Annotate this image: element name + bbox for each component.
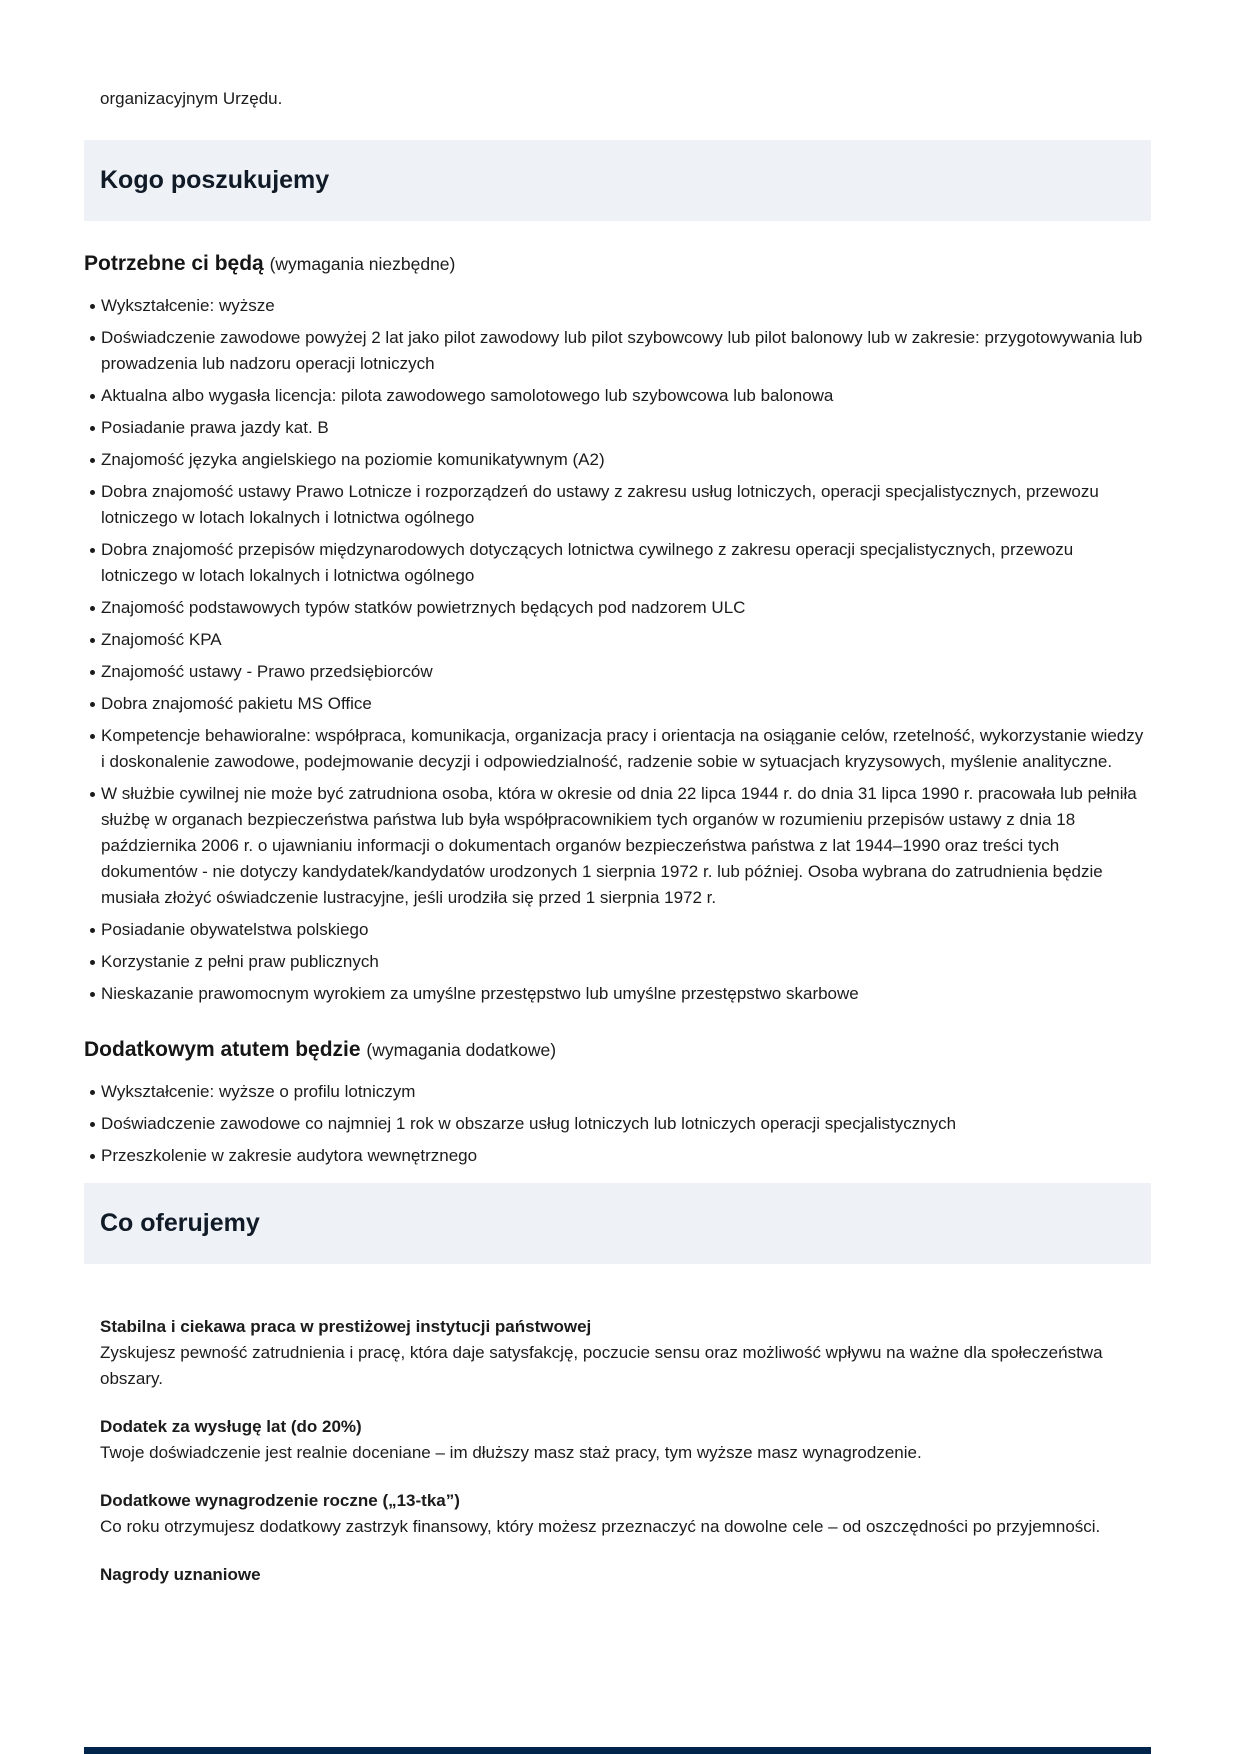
- offer-item: [100, 1562, 1151, 1588]
- list-item: Dobra znajomość pakietu MS Office: [84, 691, 1151, 717]
- offer-item: [100, 1488, 1151, 1540]
- required-requirements-heading: [84, 251, 1151, 277]
- offer-title: Nagrody uznaniowe: [100, 1565, 261, 1584]
- required-requirements-title: Potrzebne ci będą: [84, 252, 264, 275]
- offers-list: [84, 1314, 1151, 1588]
- list-item: Znajomość ustawy - Prawo przedsiębiorców: [84, 659, 1151, 685]
- list-item: Przeszkolenie w zakresie audytora wewnętrznego: [84, 1143, 1151, 1169]
- list-item: Dobra znajomość przepisów międzynarodowych dotyczących lotnictwa cywilnego z zakresu operacji specjalistycznych, przewozu lotniczego w lotach lokalnych i lotnictwa ogólnego: [84, 537, 1151, 589]
- list-item: Dobra znajomość ustawy Prawo Lotnicze i rozporządzeń do ustawy z zakresu usług lotniczych, operacji specjalistycznych, przewozu lotniczego w lotach lokalnych i lotnictwa ogólnego: [84, 479, 1151, 531]
- offer-title: Dodatek za wysługę lat (do 20%): [100, 1417, 362, 1436]
- additional-requirements-heading: [84, 1037, 1151, 1063]
- list-item: W służbie cywilnej nie może być zatrudniona osoba, która w okresie od dnia 22 lipca 1944 r. do dnia 31 lipca 1990 r. pracowała lub pełniła służbę w organach bezpieczeństwa państwa lub była współpracownikiem tych organów w rozumieniu przepisów ustawy z dnia 18 października 2006 r. o ujawnianiu informacji o dokumentach organów bezpieczeństwa państwa z lat 1944–1990 oraz treści tych dokumentów - nie dotyczy kandydatek/kandydatów urodzonych 1 sierpnia 1972 r. lub później. Osoba wybrana do zatrudnienia będzie musiała złożyć oświadczenie lustracyjne, jeśli urodziła się przed 1 sierpnia 1972 r.: [84, 781, 1151, 911]
- list-item: Posiadanie obywatelstwa polskiego: [84, 917, 1151, 943]
- offer-item: [100, 1414, 1151, 1466]
- section-banner-co-oferujemy: [84, 1183, 1151, 1264]
- required-requirements-list: [84, 293, 1151, 1007]
- offer-title: Stabilna i ciekawa praca w prestiżowej instytucji państwowej: [100, 1317, 592, 1336]
- list-item: Nieskazanie prawomocnym wyrokiem za umyślne przestępstwo lub umyślne przestępstwo skarbowe: [84, 981, 1151, 1007]
- list-item: Znajomość podstawowych typów statków powietrznych będących pod nadzorem ULC: [84, 595, 1151, 621]
- additional-requirements-list: [84, 1079, 1151, 1169]
- additional-requirements-subtitle: (wymagania dodatkowe): [366, 1040, 557, 1060]
- list-item: Wykształcenie: wyższe: [84, 293, 1151, 319]
- additional-requirements-title: Dodatkowym atutem będzie: [84, 1038, 361, 1061]
- list-item: Znajomość języka angielskiego na poziomie komunikatywnym (A2): [84, 447, 1151, 473]
- offer-item: [100, 1314, 1151, 1392]
- offer-title: Dodatkowe wynagrodzenie roczne („13-tka”): [100, 1491, 460, 1510]
- list-item: Kompetencje behawioralne: współpraca, komunikacja, organizacja pracy i orientacja na osiąganie celów, rzetelność, wykorzystanie wiedzy i doskonalenie zawodowe, podejmowanie decyzji i odpowiedzialność, radzenie sobie w sytuacjach kryzysowych, myślenie analityczne.: [84, 723, 1151, 775]
- required-requirements-subtitle: (wymagania niezbędne): [269, 254, 456, 274]
- offer-description: Zyskujesz pewność zatrudnienia i pracę, która daje satysfakcję, poczucie sensu oraz możliwość wpływu na ważne dla społeczeństwa obszary.: [100, 1343, 1103, 1388]
- list-item: Aktualna albo wygasła licencja: pilota zawodowego samolotowego lub szybowcowa lub balonowa: [84, 383, 1151, 409]
- banner-title-kogo-poszukujemy: Kogo poszukujemy: [100, 166, 330, 194]
- list-item: Doświadczenie zawodowe powyżej 2 lat jako pilot zawodowy lub pilot szybowcowy lub pilot balonowy lub w zakresie: przygotowywania lub prowadzenia lub nadzoru operacji lotniczych: [84, 325, 1151, 377]
- list-item: Znajomość KPA: [84, 627, 1151, 653]
- offer-description: Twoje doświadczenie jest realnie doceniane – im dłuższy masz staż pracy, tym wyższe masz wynagrodzenie.: [100, 1443, 922, 1462]
- list-item: Wykształcenie: wyższe o profilu lotniczym: [84, 1079, 1151, 1105]
- section-banner-kogo-poszukujemy: [84, 140, 1151, 221]
- list-item: Doświadczenie zawodowe co najmniej 1 rok w obszarze usług lotniczych lub lotniczych operacji specjalistycznych: [84, 1111, 1151, 1137]
- offer-description: Co roku otrzymujesz dodatkowy zastrzyk finansowy, który możesz przeznaczyć na dowolne cele – od oszczędności po przyjemności.: [100, 1517, 1101, 1536]
- list-item: Posiadanie prawa jazdy kat. B: [84, 415, 1151, 441]
- intro-paragraph: organizacyjnym Urzędu.: [100, 89, 283, 108]
- list-item: Korzystanie z pełni praw publicznych: [84, 949, 1151, 975]
- banner-title-co-oferujemy: Co oferujemy: [100, 1209, 260, 1237]
- next-section-banner-cutoff: [84, 1747, 1151, 1754]
